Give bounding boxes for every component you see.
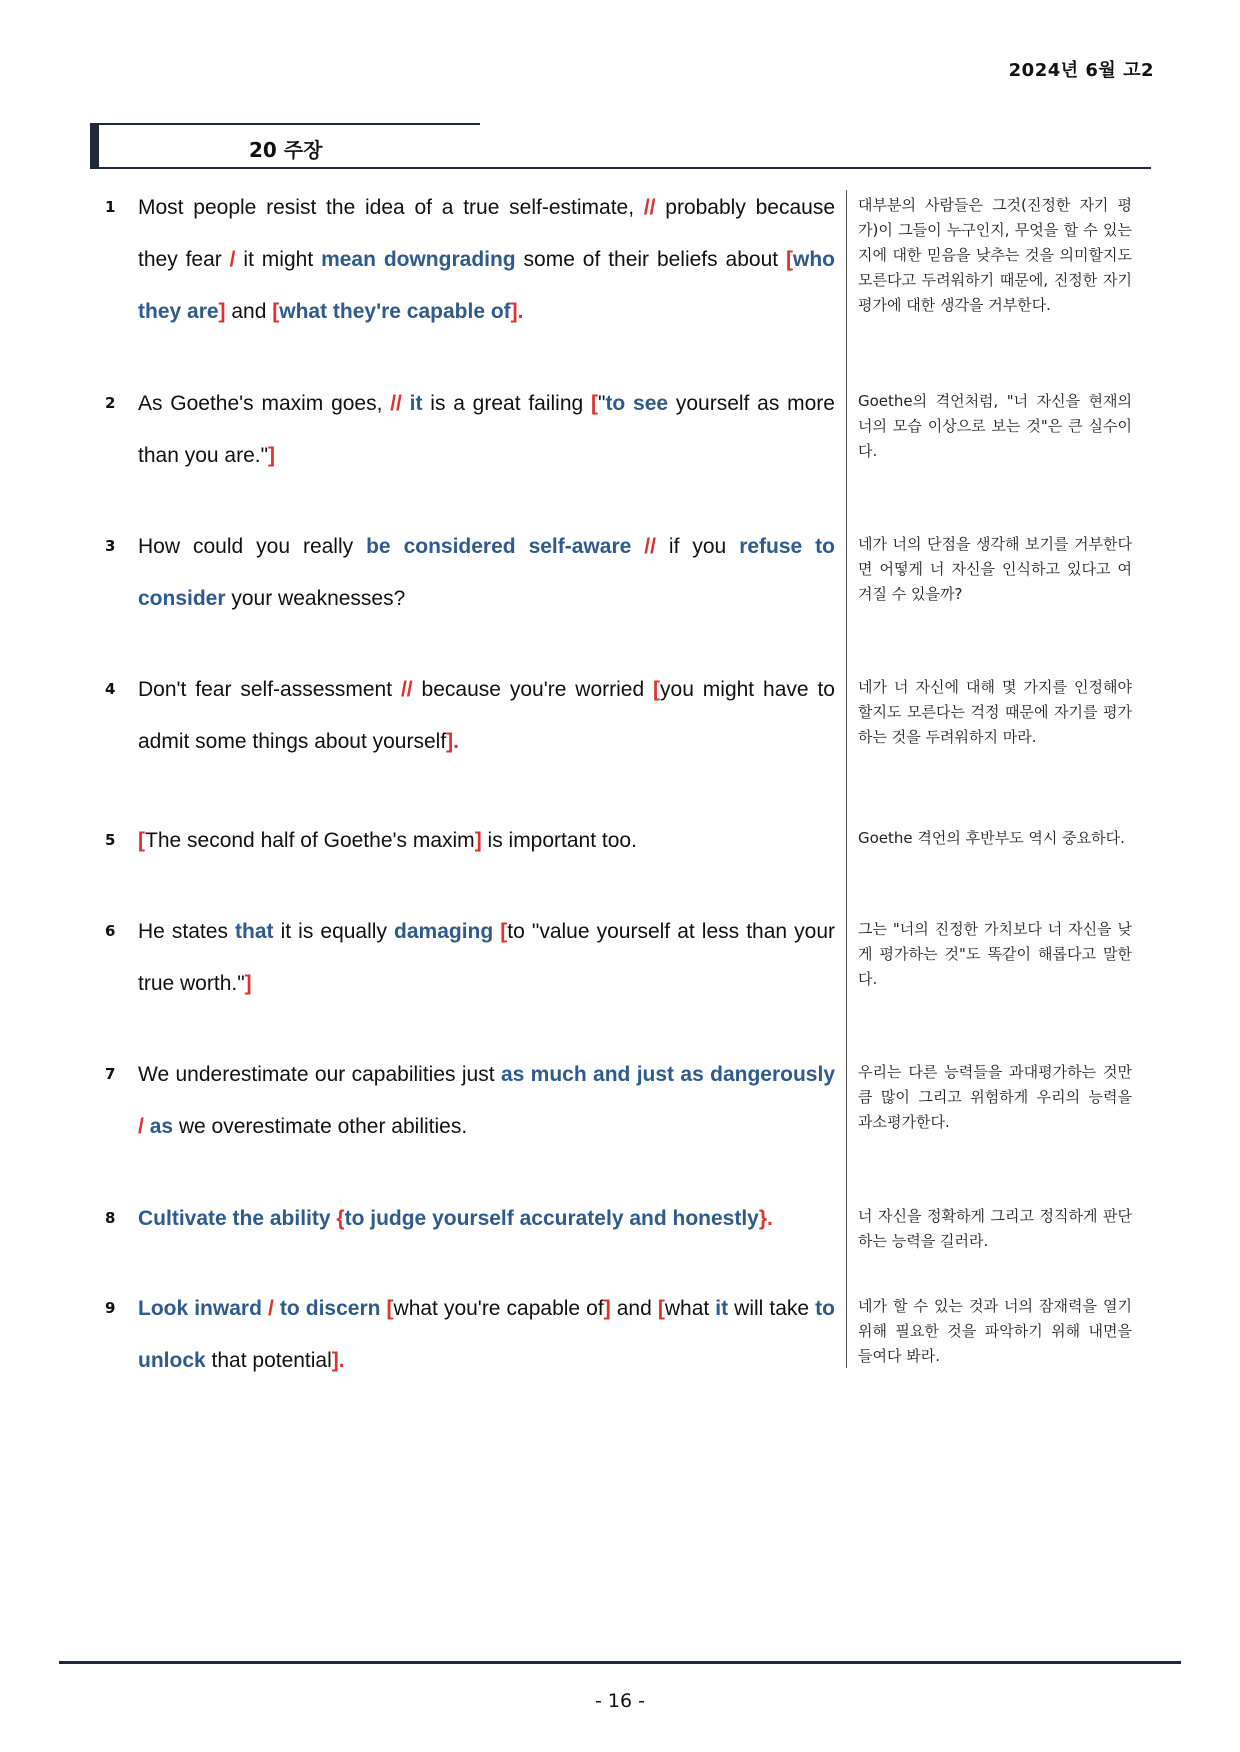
- sentence-text: How could you really: [138, 535, 367, 558]
- sentence-text: ": [597, 392, 606, 415]
- sentence-text: The second half of Goethe's maxim: [145, 829, 475, 852]
- structure-mark: }: [758, 1207, 768, 1230]
- section-title-box: [90, 123, 1142, 169]
- key-phrase: to see: [605, 392, 669, 415]
- sentence-text: that potential: [205, 1349, 332, 1372]
- english-sentence: [138, 815, 835, 867]
- key-phrase: to judge yourself accurately and honestly: [344, 1207, 759, 1230]
- key-phrase: to discern: [279, 1297, 381, 1320]
- korean-translation: 네가 너의 단점을 생각해 보기를 거부한다면 어떻게 너 자신을 인식하고 있다고 여겨질 수 있을까?: [858, 535, 1132, 603]
- structure-mark: /: [229, 248, 236, 271]
- structure-mark: [: [138, 829, 145, 852]
- sentence-number: 5: [105, 831, 116, 849]
- structure-mark: //: [643, 196, 656, 219]
- structure-mark: [: [386, 1297, 394, 1320]
- structure-mark: //: [400, 678, 413, 701]
- key-phrase: Cultivate the ability: [138, 1207, 331, 1230]
- structure-mark: ]: [244, 972, 252, 995]
- footer-rule: [59, 1661, 1181, 1664]
- structure-mark: [: [272, 300, 280, 323]
- sentence-text: if you: [655, 535, 740, 558]
- sentence-text: Don't fear self-assessment: [138, 678, 401, 701]
- sentence-text: it might: [235, 248, 322, 271]
- sentence-number: 4: [105, 680, 116, 698]
- page-number: - 16 -: [595, 1690, 645, 1712]
- structure-mark: {: [336, 1207, 345, 1230]
- structure-mark: .: [767, 1207, 773, 1230]
- structure-mark: ]: [218, 300, 226, 323]
- key-phrase: who they are: [138, 248, 835, 323]
- structure-mark: [: [500, 920, 508, 943]
- korean-translation: 네가 할 수 있는 것과 너의 잠재력을 열기 위해 필요한 것을 파악하기 위해 내면을 들여다 봐라.: [858, 1297, 1132, 1365]
- structure-mark: [: [590, 392, 598, 415]
- sentence-text: He states: [138, 920, 236, 943]
- key-phrase: that: [235, 920, 274, 943]
- key-phrase: it: [409, 392, 423, 415]
- english-sentence: [138, 182, 835, 338]
- sentence-number: 2: [105, 394, 116, 412]
- korean-translation: Goethe 격언의 후반부도 역시 중요하다.: [858, 829, 1125, 847]
- sentence-text: We underestimate our capabilities just: [138, 1063, 501, 1086]
- english-sentence: [138, 1049, 835, 1153]
- section-title: 20 주장: [249, 138, 323, 162]
- key-phrase: to unlock: [138, 1297, 835, 1372]
- structure-mark: ]: [268, 444, 276, 467]
- key-phrase: refuse to consider: [138, 535, 835, 610]
- sentence-number: 3: [105, 537, 116, 555]
- key-phrase: damaging: [394, 920, 494, 943]
- sentence-number: 1: [105, 198, 116, 216]
- structure-mark: [: [786, 248, 793, 271]
- key-phrase: it: [715, 1297, 729, 1320]
- structure-mark: .: [338, 1349, 345, 1372]
- sentence-text: As Goethe's maxim goes,: [138, 392, 391, 415]
- english-sentence: [138, 521, 835, 625]
- title-top-rule: [90, 123, 480, 125]
- key-phrase: be considered self-aware: [366, 535, 632, 558]
- sentence-text: is a great failing: [422, 392, 591, 415]
- sentence-text: you might have to admit some things about yourself: [138, 678, 835, 753]
- sentence-text: it is equally: [273, 920, 395, 943]
- english-sentence: [138, 906, 835, 1010]
- structure-mark: ]: [510, 300, 518, 323]
- structure-mark: [: [657, 1297, 665, 1320]
- structure-mark: .: [453, 730, 460, 753]
- sentence-number: 9: [105, 1299, 116, 1317]
- english-sentence: [138, 1193, 835, 1245]
- sentence-text: what you're capable of: [393, 1297, 604, 1320]
- sentence-number: 7: [105, 1065, 116, 1083]
- title-bottom-rule: [90, 167, 1151, 169]
- sentence-text: [402, 392, 410, 415]
- sentence-text: and: [610, 1297, 658, 1320]
- sentence-text: because you're worried: [412, 678, 654, 701]
- english-sentence: [138, 1283, 835, 1387]
- key-phrase: as: [149, 1115, 174, 1138]
- structure-mark: //: [644, 535, 656, 558]
- sentence-text: probably because they fear: [138, 196, 835, 271]
- key-phrase: Look inward: [138, 1297, 262, 1320]
- sentence-text: yourself as more than you are.": [138, 392, 835, 467]
- korean-translation: 너 자신을 정확하게 그리고 정직하게 판단하는 능력을 길러라.: [858, 1207, 1132, 1250]
- structure-mark: ]: [474, 829, 482, 852]
- sentence-text: your weaknesses?: [225, 587, 406, 610]
- sentence-text: to "value yourself at less than your true worth.": [138, 920, 835, 995]
- key-phrase: what they're capable of: [279, 300, 511, 323]
- structure-mark: /: [267, 1297, 274, 1320]
- sentence-text: some of their beliefs about: [515, 248, 786, 271]
- korean-translation: Goethe의 격언처럼, "너 자신을 현재의 너의 모습 이상으로 보는 것"은 큰 실수이다.: [858, 392, 1132, 460]
- structure-mark: .: [517, 300, 524, 323]
- structure-mark: ]: [446, 730, 454, 753]
- key-phrase: mean downgrading: [321, 248, 516, 271]
- structure-mark: [: [653, 678, 661, 701]
- sentence-number: 6: [105, 922, 116, 940]
- sentence-text: [631, 535, 644, 558]
- structure-mark: ]: [603, 1297, 611, 1320]
- english-sentence: [138, 664, 835, 768]
- sentence-text: Most people resist the idea of a true self-estimate,: [138, 196, 644, 219]
- sentence-text: we overestimate other abilities.: [173, 1115, 468, 1138]
- column-divider: [846, 190, 847, 1368]
- structure-mark: //: [390, 392, 402, 415]
- structure-mark: ]: [331, 1349, 339, 1372]
- korean-translation: 우리는 다른 능력들을 과대평가하는 것만큼 많이 그리고 위험하게 우리의 능력을 과소평가한다.: [858, 1063, 1132, 1131]
- korean-translation: 대부분의 사람들은 그것(진정한 자기 평가)이 그들이 누구인지, 무엇을 할 수 있는지에 대한 믿음을 낮추는 것을 의미할지도 모른다고 두려워하기 때문에, 진정한 자기 평가에 대한 생각을 거부한다.: [858, 196, 1132, 314]
- sentence-text: will take: [728, 1297, 816, 1320]
- sentence-text: is important too.: [481, 829, 637, 852]
- exam-label: 2024년 6월 고2: [1008, 60, 1154, 81]
- korean-translation: 그는 "너의 진정한 가치보다 너 자신을 낮게 평가하는 것"도 똑같이 해롭다고 말한다.: [858, 920, 1132, 988]
- english-sentence: [138, 378, 835, 482]
- korean-translation: 네가 너 자신에 대해 몇 가지를 인정해야 할지도 모른다는 걱정 때문에 자기를 평가하는 것을 두려워하지 마라.: [858, 678, 1132, 746]
- structure-mark: /: [138, 1115, 144, 1138]
- sentence-text: and: [225, 300, 273, 323]
- sentence-text: what: [664, 1297, 716, 1320]
- sentence-number: 8: [105, 1209, 116, 1227]
- key-phrase: as much and just as dangerously: [500, 1063, 835, 1086]
